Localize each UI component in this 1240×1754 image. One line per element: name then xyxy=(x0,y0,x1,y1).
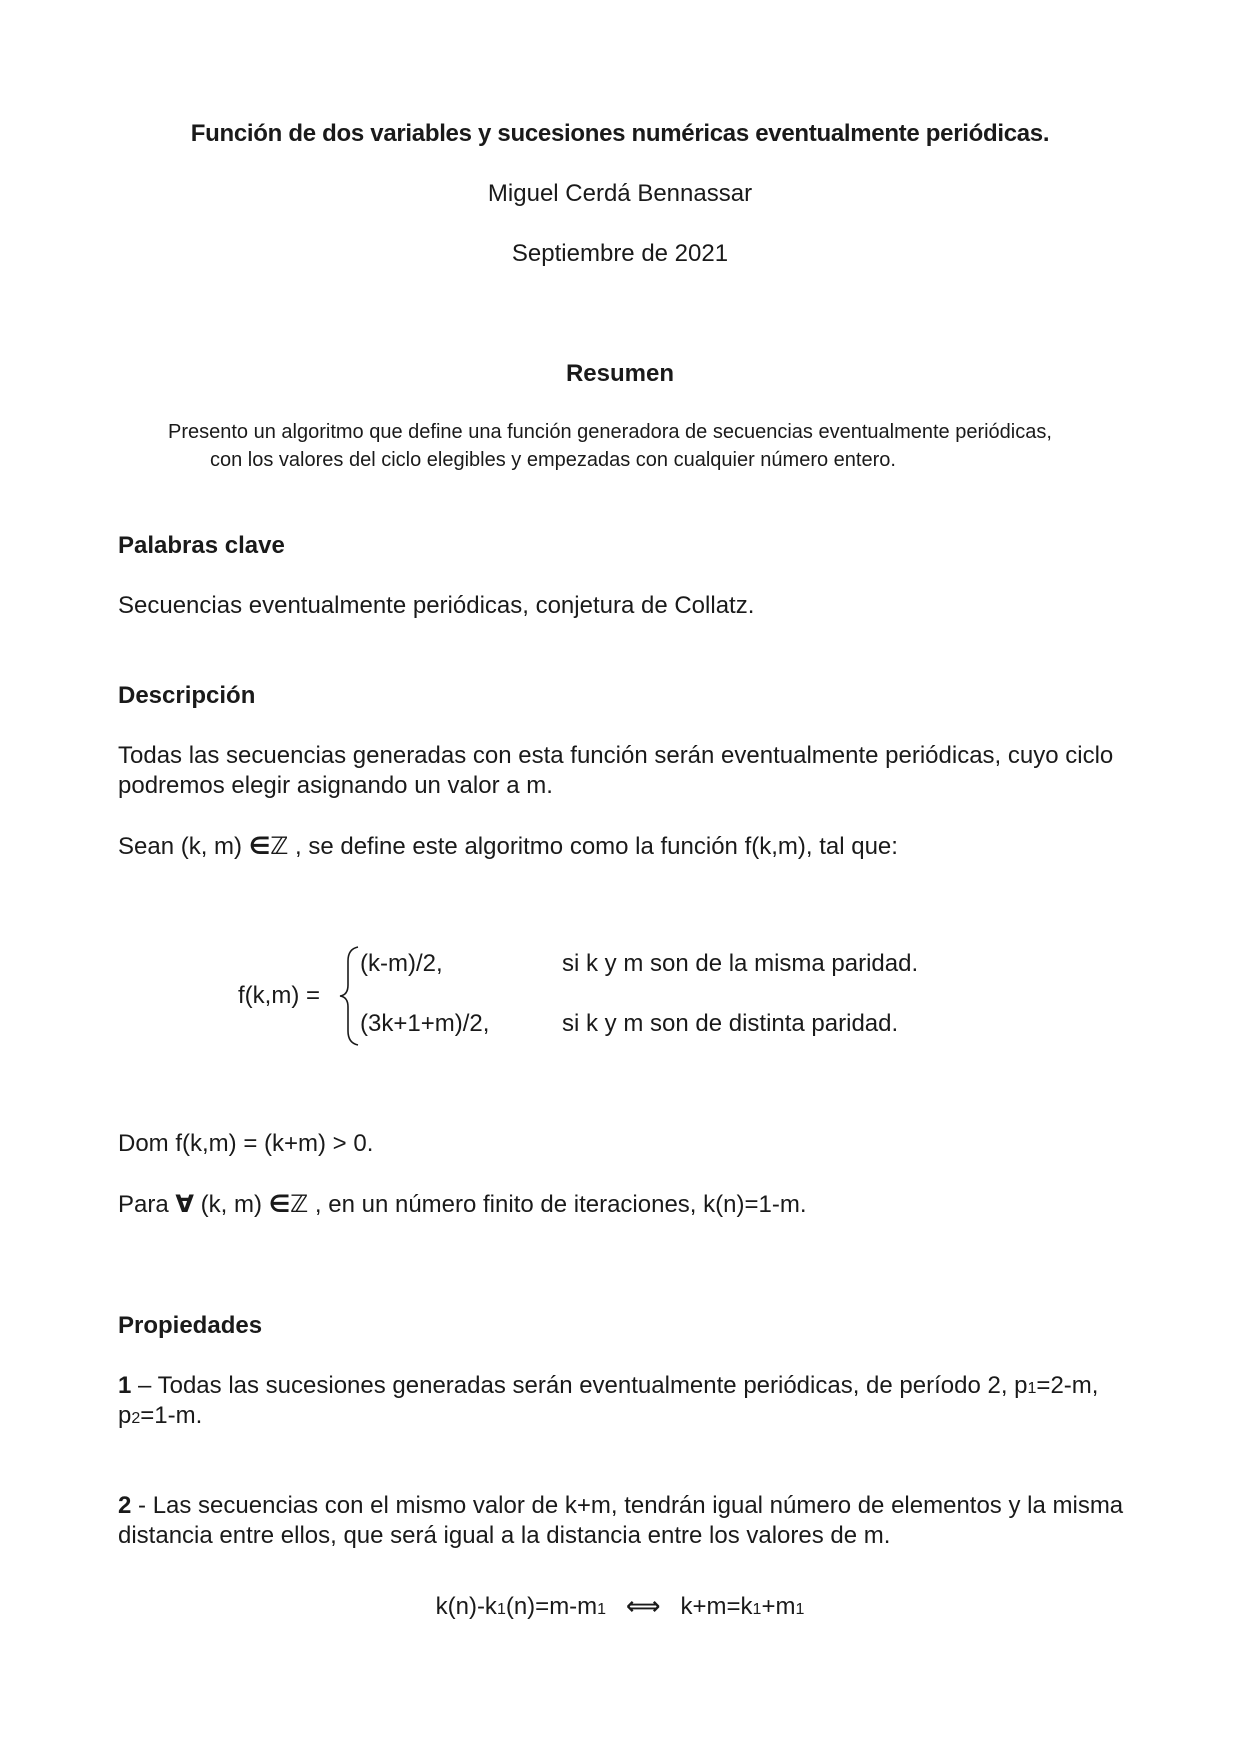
property-1-line-2 xyxy=(118,1402,202,1430)
paper-title: Función de dos variables y sucesiones numéricas eventualmente periódicas. xyxy=(190,120,1050,147)
case-1-condition: si k y m son de la misma paridad. xyxy=(562,950,919,977)
element-of-symbol: ∈ xyxy=(248,832,271,860)
abstract-line-1: Presento un algoritmo que define una función generadora de secuencias eventualmente periódicas, xyxy=(168,421,1052,443)
subscript: 1 xyxy=(795,1601,805,1618)
subscript: 1 xyxy=(752,1601,762,1618)
equivalence-equation xyxy=(0,1592,1240,1621)
eq-part-d: +m xyxy=(761,1593,796,1620)
eq-part-a: k(n)-k xyxy=(435,1593,497,1620)
case-2-expression: (3k+1+m)/2, xyxy=(360,1010,490,1037)
subscript: 1 xyxy=(496,1601,506,1618)
property-2-line-1 xyxy=(118,1492,1123,1520)
property-2-text: - Las secuencias con el mismo valor de k+m, tendrán igual número de elementos y la misma xyxy=(131,1492,1124,1519)
case-1-expression: (k-m)/2, xyxy=(360,950,443,977)
property-1-text-c: p xyxy=(118,1402,132,1429)
function-lhs: f(k,m) = xyxy=(238,982,320,1009)
property-2-line-2: distancia entre ellos, que será igual a la distancia entre los valores de m. xyxy=(118,1522,891,1549)
subscript: 1 xyxy=(597,1601,607,1618)
subscript: 2 xyxy=(131,1410,141,1427)
property-1-number: 1 xyxy=(118,1372,132,1399)
equivalence-arrow-icon: ⟺ xyxy=(626,1592,661,1620)
integers-symbol: ℤ xyxy=(290,1190,309,1218)
sean-text-rest: , se define este algoritmo como la función f(k,m), tal que: xyxy=(288,833,898,860)
keywords-text: Secuencias eventualmente periódicas, conjetura de Collatz. xyxy=(118,592,755,619)
subscript: 1 xyxy=(1027,1380,1037,1397)
description-heading: Descripción xyxy=(118,682,256,709)
sean-text: Sean (k, m) xyxy=(118,833,249,860)
eq-part-b: (n)=m-m xyxy=(505,1593,598,1620)
left-brace-icon xyxy=(338,945,362,1047)
property-1-line-1 xyxy=(118,1372,1098,1400)
domain-statement: Dom f(k,m) = (k+m) > 0. xyxy=(118,1130,374,1157)
para-text-2: (k, m) xyxy=(193,1191,269,1218)
keywords-heading: Palabras clave xyxy=(118,532,285,559)
para-text-3: , en un número finito de iteraciones, k(n)=1-m. xyxy=(308,1191,807,1218)
forall-symbol: ∀ xyxy=(175,1190,194,1218)
case-2-condition: si k y m son de distinta paridad. xyxy=(562,1010,899,1037)
property-1-text-b: =2-m, xyxy=(1036,1372,1099,1399)
abstract-heading: Resumen xyxy=(565,360,675,387)
eq-part-c: k+m=k xyxy=(680,1593,753,1620)
author: Miguel Cerdá Bennassar xyxy=(487,180,753,207)
properties-heading: Propiedades xyxy=(118,1312,263,1339)
integers-symbol: ℤ xyxy=(270,832,289,860)
abstract-line-2: con los valores del ciclo elegibles y empezadas con cualquier número entero. xyxy=(210,449,896,471)
property-1-text: – Todas las sucesiones generadas serán eventualmente periódicas, de período 2, p xyxy=(131,1372,1028,1399)
definition-sentence xyxy=(118,832,898,861)
convergence-statement xyxy=(118,1190,806,1219)
description-para-line-1: Todas las secuencias generadas con esta función serán eventualmente periódicas, cuyo ciclo xyxy=(118,742,1114,769)
date: Septiembre de 2021 xyxy=(511,240,729,267)
property-2-number: 2 xyxy=(118,1492,132,1519)
para-text: Para xyxy=(118,1191,176,1218)
description-para-line-2: podremos elegir asignando un valor a m. xyxy=(118,772,553,799)
property-1-text-d: =1-m. xyxy=(140,1402,203,1429)
element-of-symbol: ∈ xyxy=(268,1190,291,1218)
